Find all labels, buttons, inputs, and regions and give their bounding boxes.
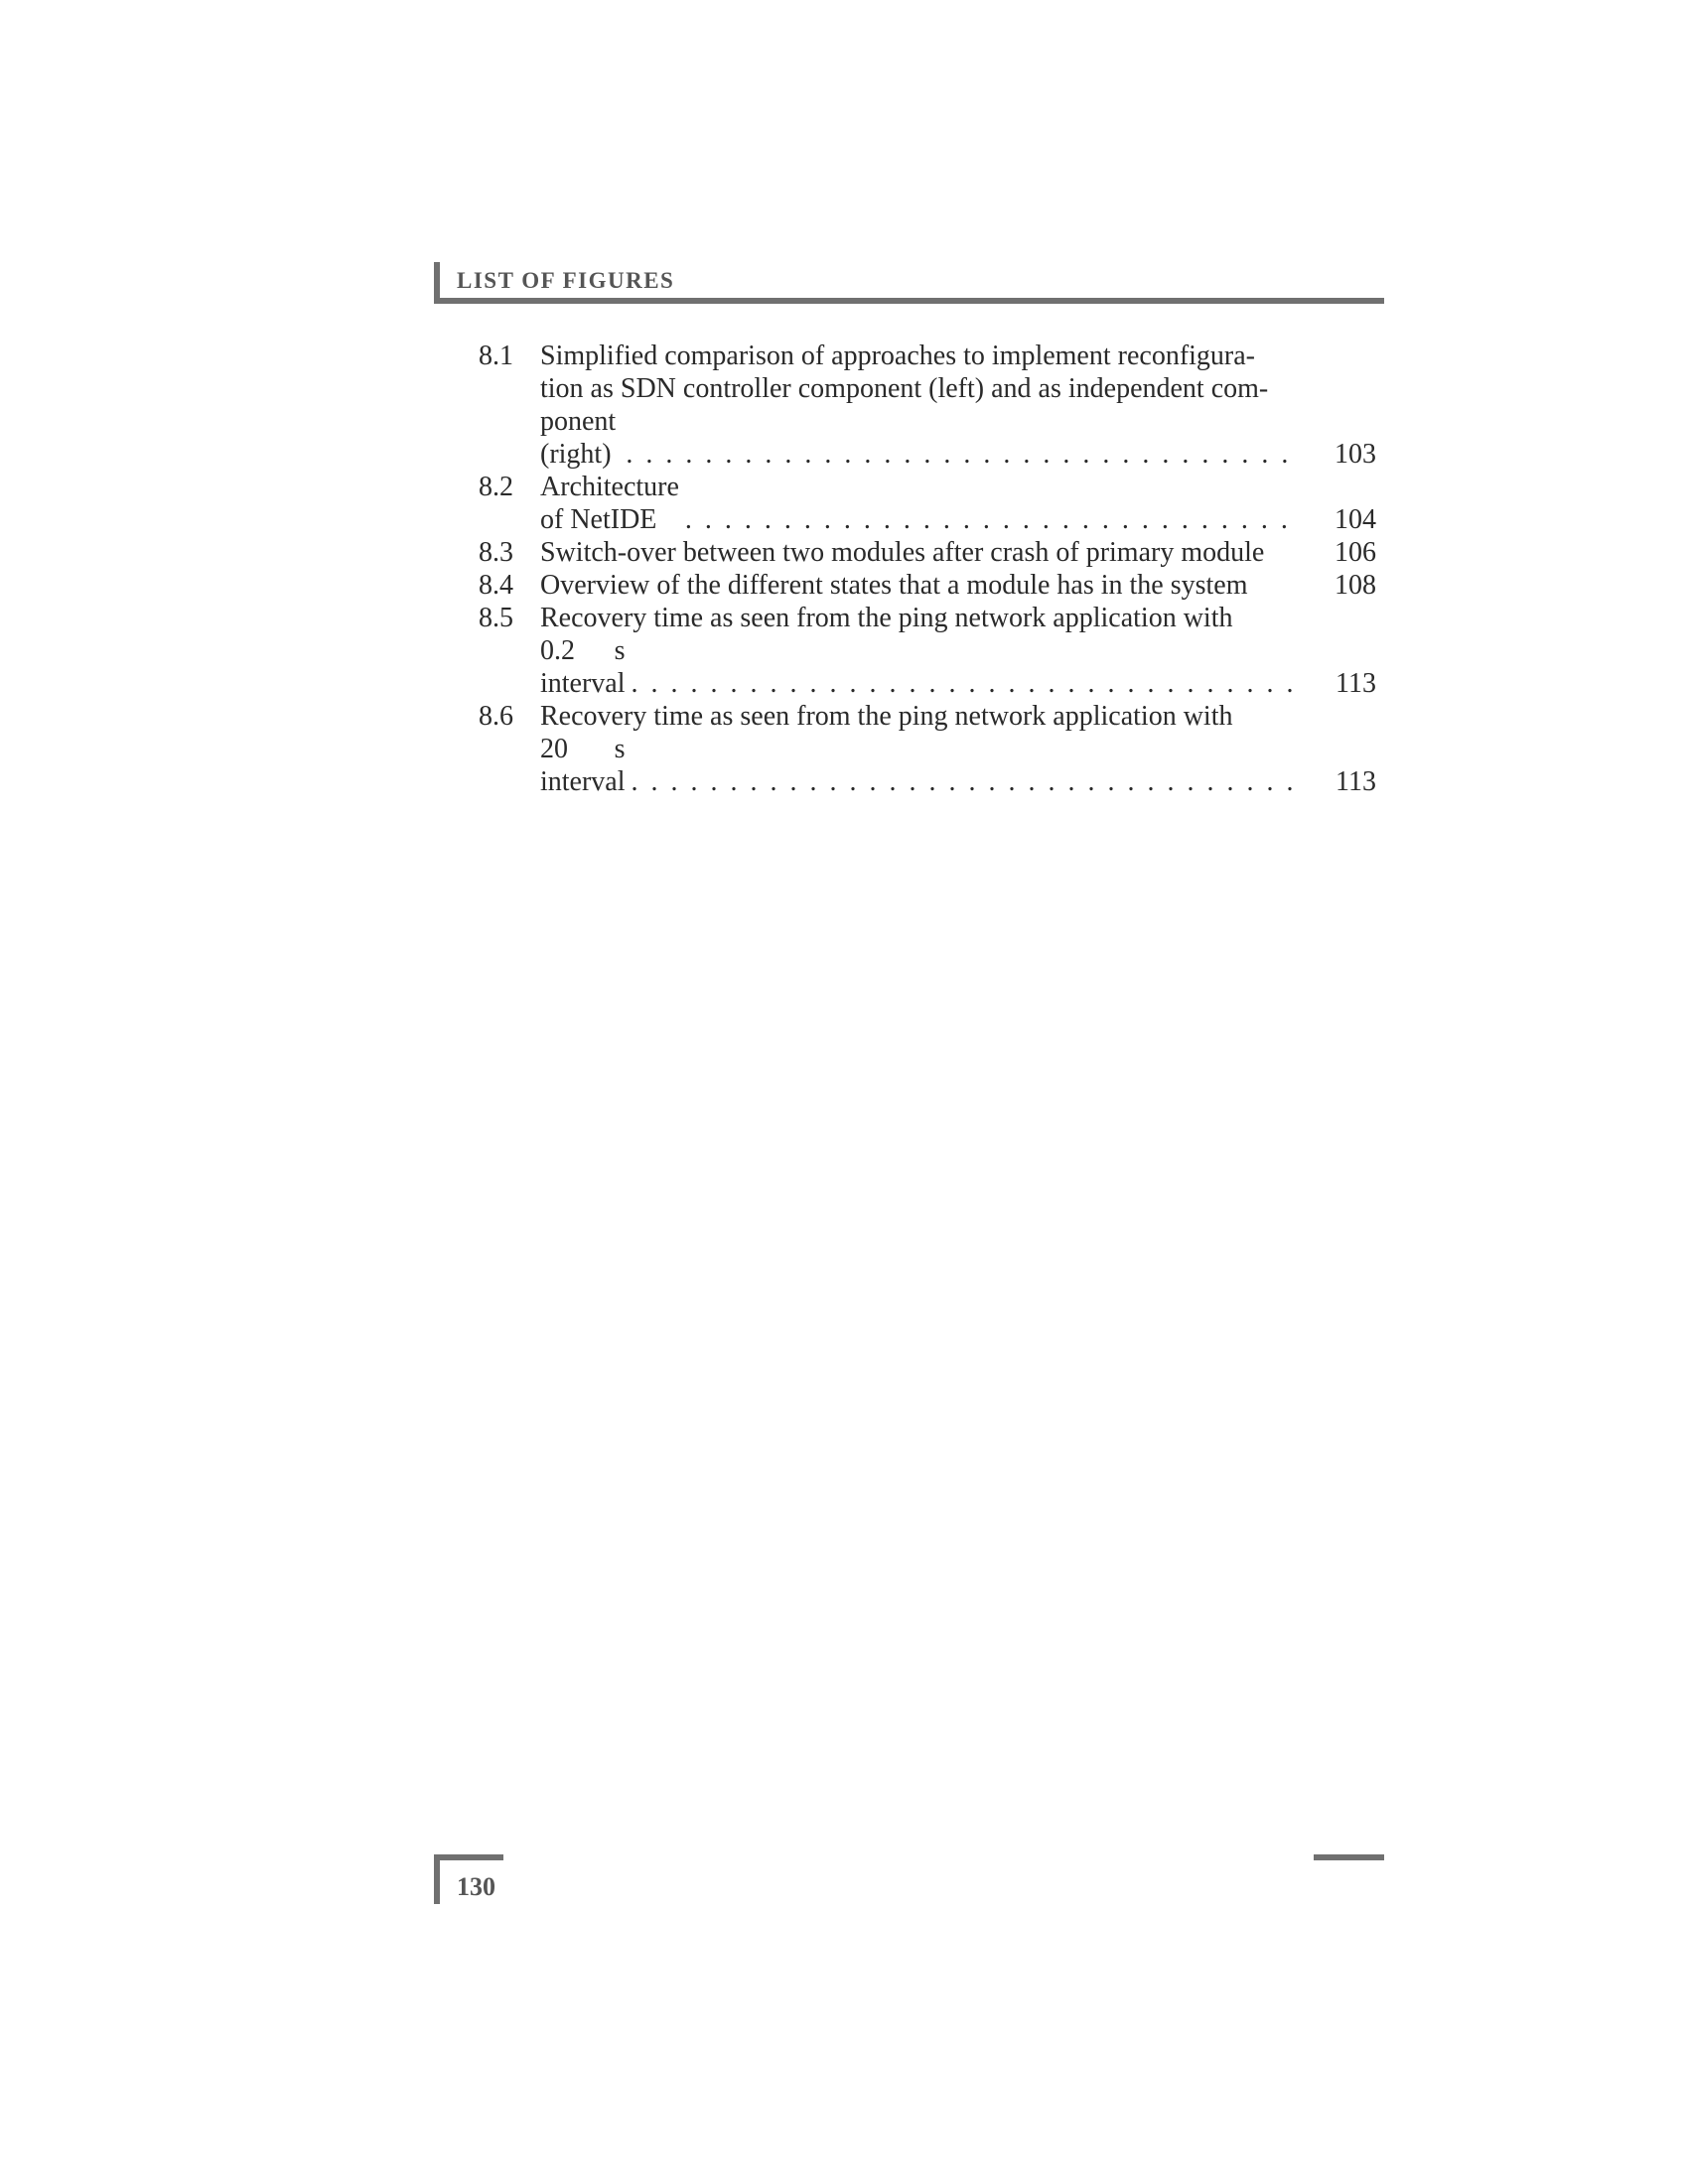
entry-last-line: 20 s interval (540, 734, 626, 797)
figure-entry-8-2[interactable] (479, 471, 1376, 536)
figure-number: 8.6 (479, 701, 513, 732)
page-number: 113 (1336, 766, 1376, 797)
figure-entry-8-5[interactable] (479, 602, 1376, 700)
figure-entry-8-4[interactable] (479, 569, 1376, 602)
page-number: 106 (1335, 537, 1376, 568)
entry-last-line: Overview of the different states that a module has in the system (540, 570, 1248, 601)
footer-rule (1314, 1854, 1384, 1860)
leader-dots (632, 765, 1302, 798)
figure-number: 8.4 (479, 570, 513, 601)
page-number: 108 (1335, 570, 1376, 601)
page-number: 113 (1336, 668, 1376, 699)
figure-number: 8.1 (479, 341, 513, 371)
footer-page-number: 130 (457, 1872, 495, 1901)
entry-line: Recovery time as seen from the ping network application with (540, 701, 1233, 732)
entry-last-line: ponent (right) (540, 406, 617, 470)
leader-dots (626, 438, 1302, 471)
figure-number: 8.2 (479, 472, 513, 502)
page-number: 104 (1335, 504, 1376, 535)
figure-entry-8-1[interactable] (479, 340, 1376, 471)
list-of-figures (479, 340, 1376, 798)
entry-last-line: Switch-over between two modules after crash of primary module (540, 537, 1265, 568)
figure-number: 8.5 (479, 603, 513, 633)
leader-dots (632, 667, 1302, 700)
footer-page-box (434, 1854, 503, 1904)
figure-entry-8-3[interactable] (479, 536, 1376, 569)
leader-dots (685, 503, 1302, 536)
figure-entry-8-6[interactable] (479, 700, 1376, 798)
page-number: 103 (1335, 439, 1376, 470)
running-header-title: LIST OF FIGURES (457, 268, 675, 293)
entry-line: Recovery time as seen from the ping network application with (540, 603, 1233, 633)
running-header (434, 262, 1384, 304)
entry-line: tion as SDN controller component (left) and as independent com- (540, 373, 1269, 404)
entry-last-line: Architecture of NetIDE (540, 472, 679, 535)
figure-number: 8.3 (479, 537, 513, 568)
entry-line: Simplified comparison of approaches to implement reconfigura- (540, 341, 1256, 371)
entry-last-line: 0.2 s interval (540, 635, 626, 699)
